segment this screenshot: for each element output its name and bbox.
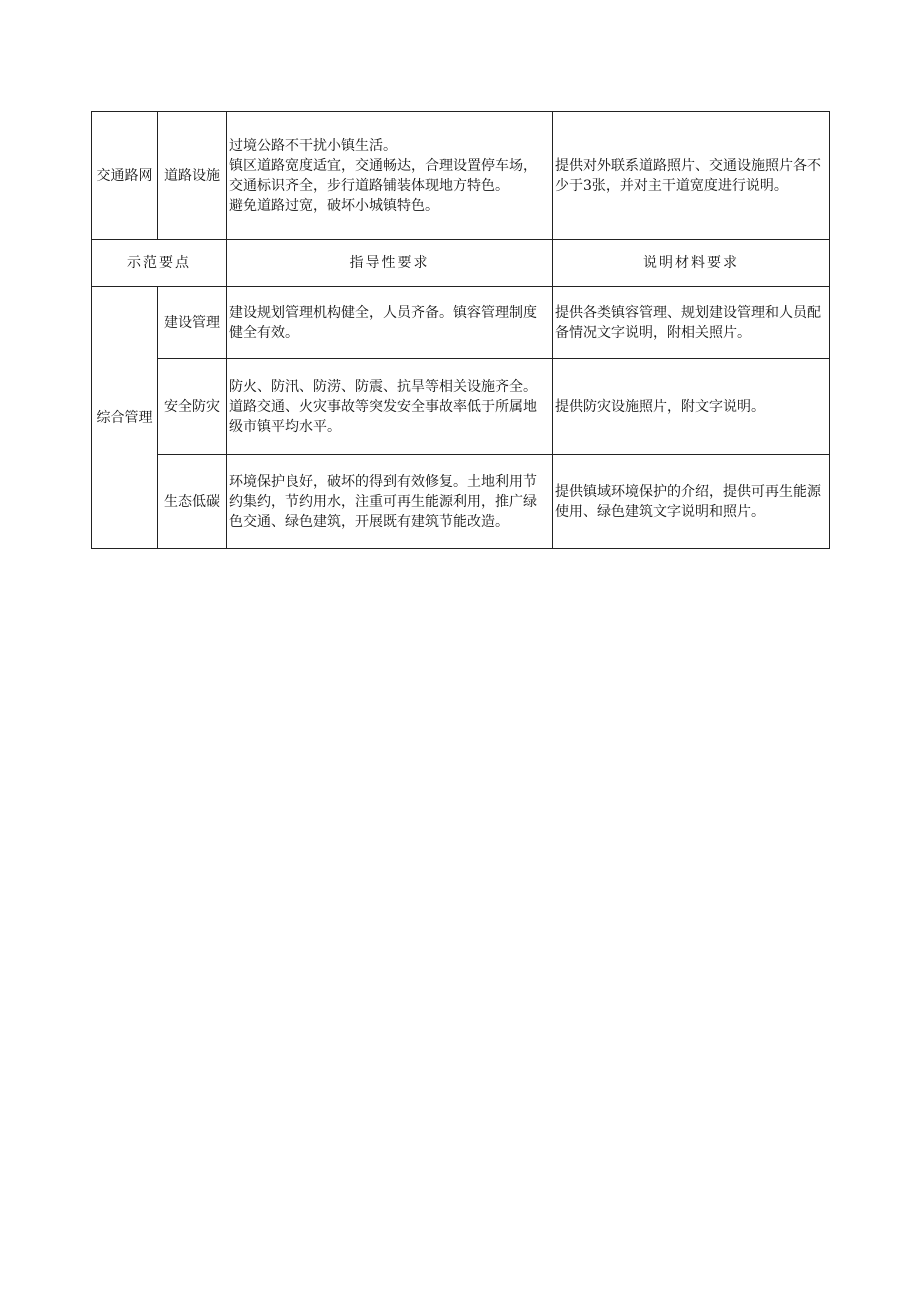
guidance-line: 镇区道路宽度适宜，交通畅达，合理设置停车场，交通标识齐全，步行道路铺装体现地方特色。 [229, 157, 537, 194]
guidance-line: 防火、防汛、防涝、防震、抗旱等相关设施齐全。 [229, 378, 537, 395]
materials-cell-eco-low-carbon: 提供镇域环境保护的介绍，提供可再生能源使用、绿色建筑文字说明和照片。 [553, 455, 830, 549]
guidance-cell-safety-disaster [227, 359, 553, 455]
sub-item-cell-construction-management: 建设管理 [158, 287, 227, 359]
guidance-line: 建设规划管理机构健全，人员齐备。镇容管理制度健全有效。 [229, 304, 537, 341]
sub-item-cell-safety-disaster: 安全防灾 [158, 359, 227, 455]
guidance-cell-construction-management [227, 287, 553, 359]
requirements-table [91, 111, 830, 549]
guidance-line: 过境公路不干扰小镇生活。 [229, 137, 397, 154]
materials-cell-construction-management: 提供各类镇容管理、规划建设管理和人员配备情况文字说明，附相关照片。 [553, 287, 830, 359]
guidance-cell-eco-low-carbon [227, 455, 553, 549]
guidance-cell-road-facilities [227, 112, 553, 240]
guidance-line: 避免道路过宽，破坏小城镇特色。 [229, 197, 439, 214]
guidance-line: 环境保护良好，破坏的得到有效修复。土地利用节约集约，节约用水，注重可再生能源利用，推广绿色交通、绿色建筑，开展既有建筑节能改造。 [229, 473, 537, 530]
table-header-row [92, 240, 830, 287]
header-cell-guidance: 指导性要求 [227, 240, 553, 287]
table-row-safety-disaster [92, 359, 830, 455]
materials-cell-safety-disaster: 提供防灾设施照片，附文字说明。 [553, 359, 830, 455]
category-cell-management: 综合管理 [92, 287, 158, 549]
table-row-eco-low-carbon [92, 455, 830, 549]
category-cell-transport: 交通路网 [92, 112, 158, 240]
table-row-road-facilities [92, 112, 830, 240]
guidance-line: 道路交通、火灾事故等突发安全事故率低于所属地级市镇平均水平。 [229, 398, 537, 435]
sub-item-cell-road-facilities: 道路设施 [158, 112, 227, 240]
materials-cell-road-facilities: 提供对外联系道路照片、交通设施照片各不少于3张，并对主干道宽度进行说明。 [553, 112, 830, 240]
header-cell-materials: 说明材料要求 [553, 240, 830, 287]
header-cell-point: 示范要点 [92, 240, 227, 287]
sub-item-cell-eco-low-carbon: 生态低碳 [158, 455, 227, 549]
table-row-construction-management [92, 287, 830, 359]
